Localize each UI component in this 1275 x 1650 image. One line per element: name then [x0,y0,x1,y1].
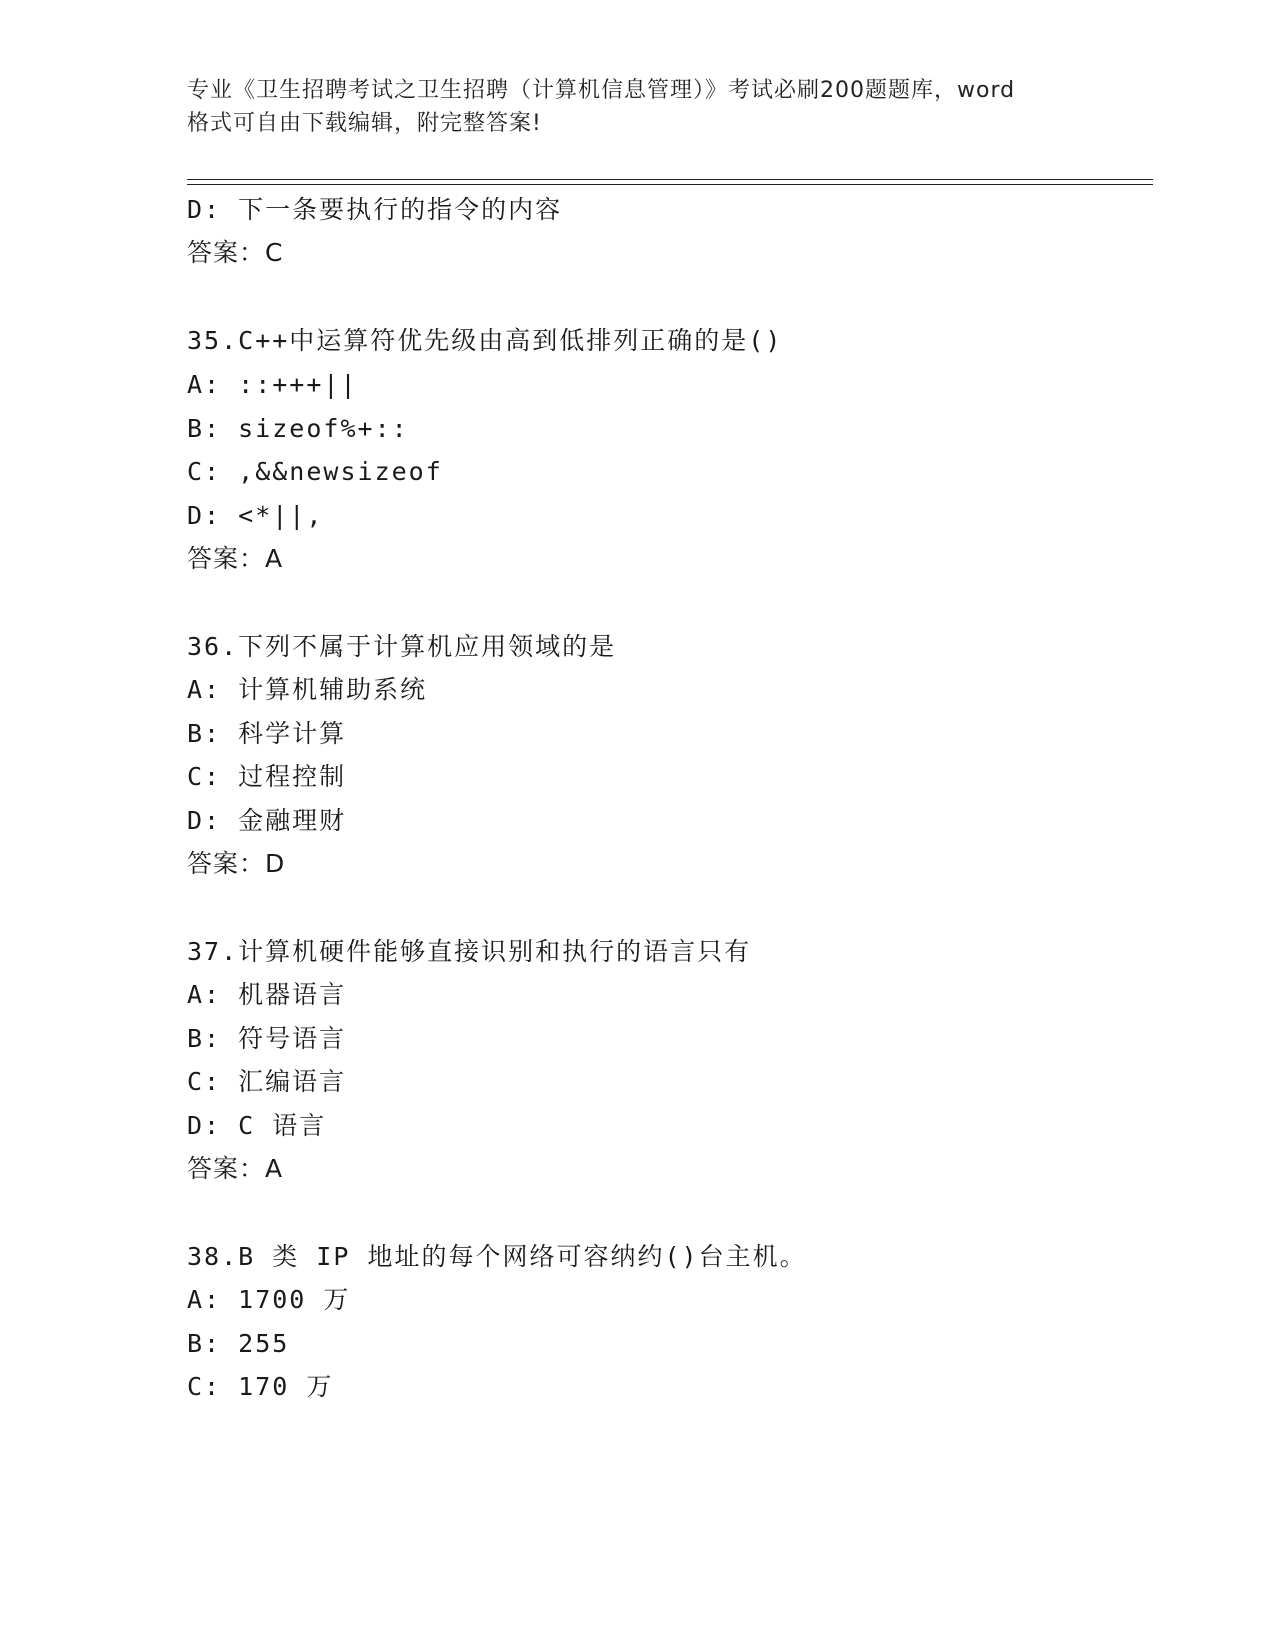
header-divider-top [187,179,1153,180]
question-37-option-a: A: 机器语言 [187,980,347,1009]
question-35-option-d: D: <*||, [187,501,324,530]
header-divider-bottom [187,184,1153,185]
question-37-answer: 答案：A [187,1154,284,1183]
question-35-option-c: C: ,&&newsizeof [187,457,443,486]
prev-answer: 答案：C [187,238,284,267]
header-line-1: 专业《卫生招聘考试之卫生招聘（计算机信息管理）》考试必刷200题题库，word [187,78,1016,103]
page-header [187,74,1087,140]
question-38-stem: 38.B 类 IP 地址的每个网络可容纳约()台主机。 [187,1242,807,1271]
question-36-option-a: A: 计算机辅助系统 [187,675,428,704]
question-35-option-b: B: sizeof%+:: [187,414,409,443]
question-37-option-c: C: 汇编语言 [187,1067,347,1096]
question-38-option-b: B: 255 [187,1329,290,1358]
question-37-option-b: B: 符号语言 [187,1024,347,1053]
header-line-2: 格式可自由下载编辑，附完整答案! [187,111,542,136]
question-36-stem: 36.下列不属于计算机应用领域的是 [187,632,617,661]
question-36-option-b: B: 科学计算 [187,719,347,748]
question-35-stem: 35.C++中运算符优先级由高到低排列正确的是() [187,326,783,355]
question-37-option-d: D: C 语言 [187,1111,327,1140]
question-36-answer: 答案：D [187,849,286,878]
question-35-option-a: A: ::+++|| [187,370,358,399]
question-37-stem: 37.计算机硬件能够直接识别和执行的语言只有 [187,937,752,966]
question-38-option-c: C: 170 万 [187,1372,334,1401]
question-36-option-d: D: 金融理财 [187,806,347,835]
question-35-answer: 答案：A [187,544,284,573]
prev-option-d: D: 下一条要执行的指令的内容 [187,195,563,224]
question-36-option-c: C: 过程控制 [187,762,347,791]
question-38-option-a: A: 1700 万 [187,1285,351,1314]
